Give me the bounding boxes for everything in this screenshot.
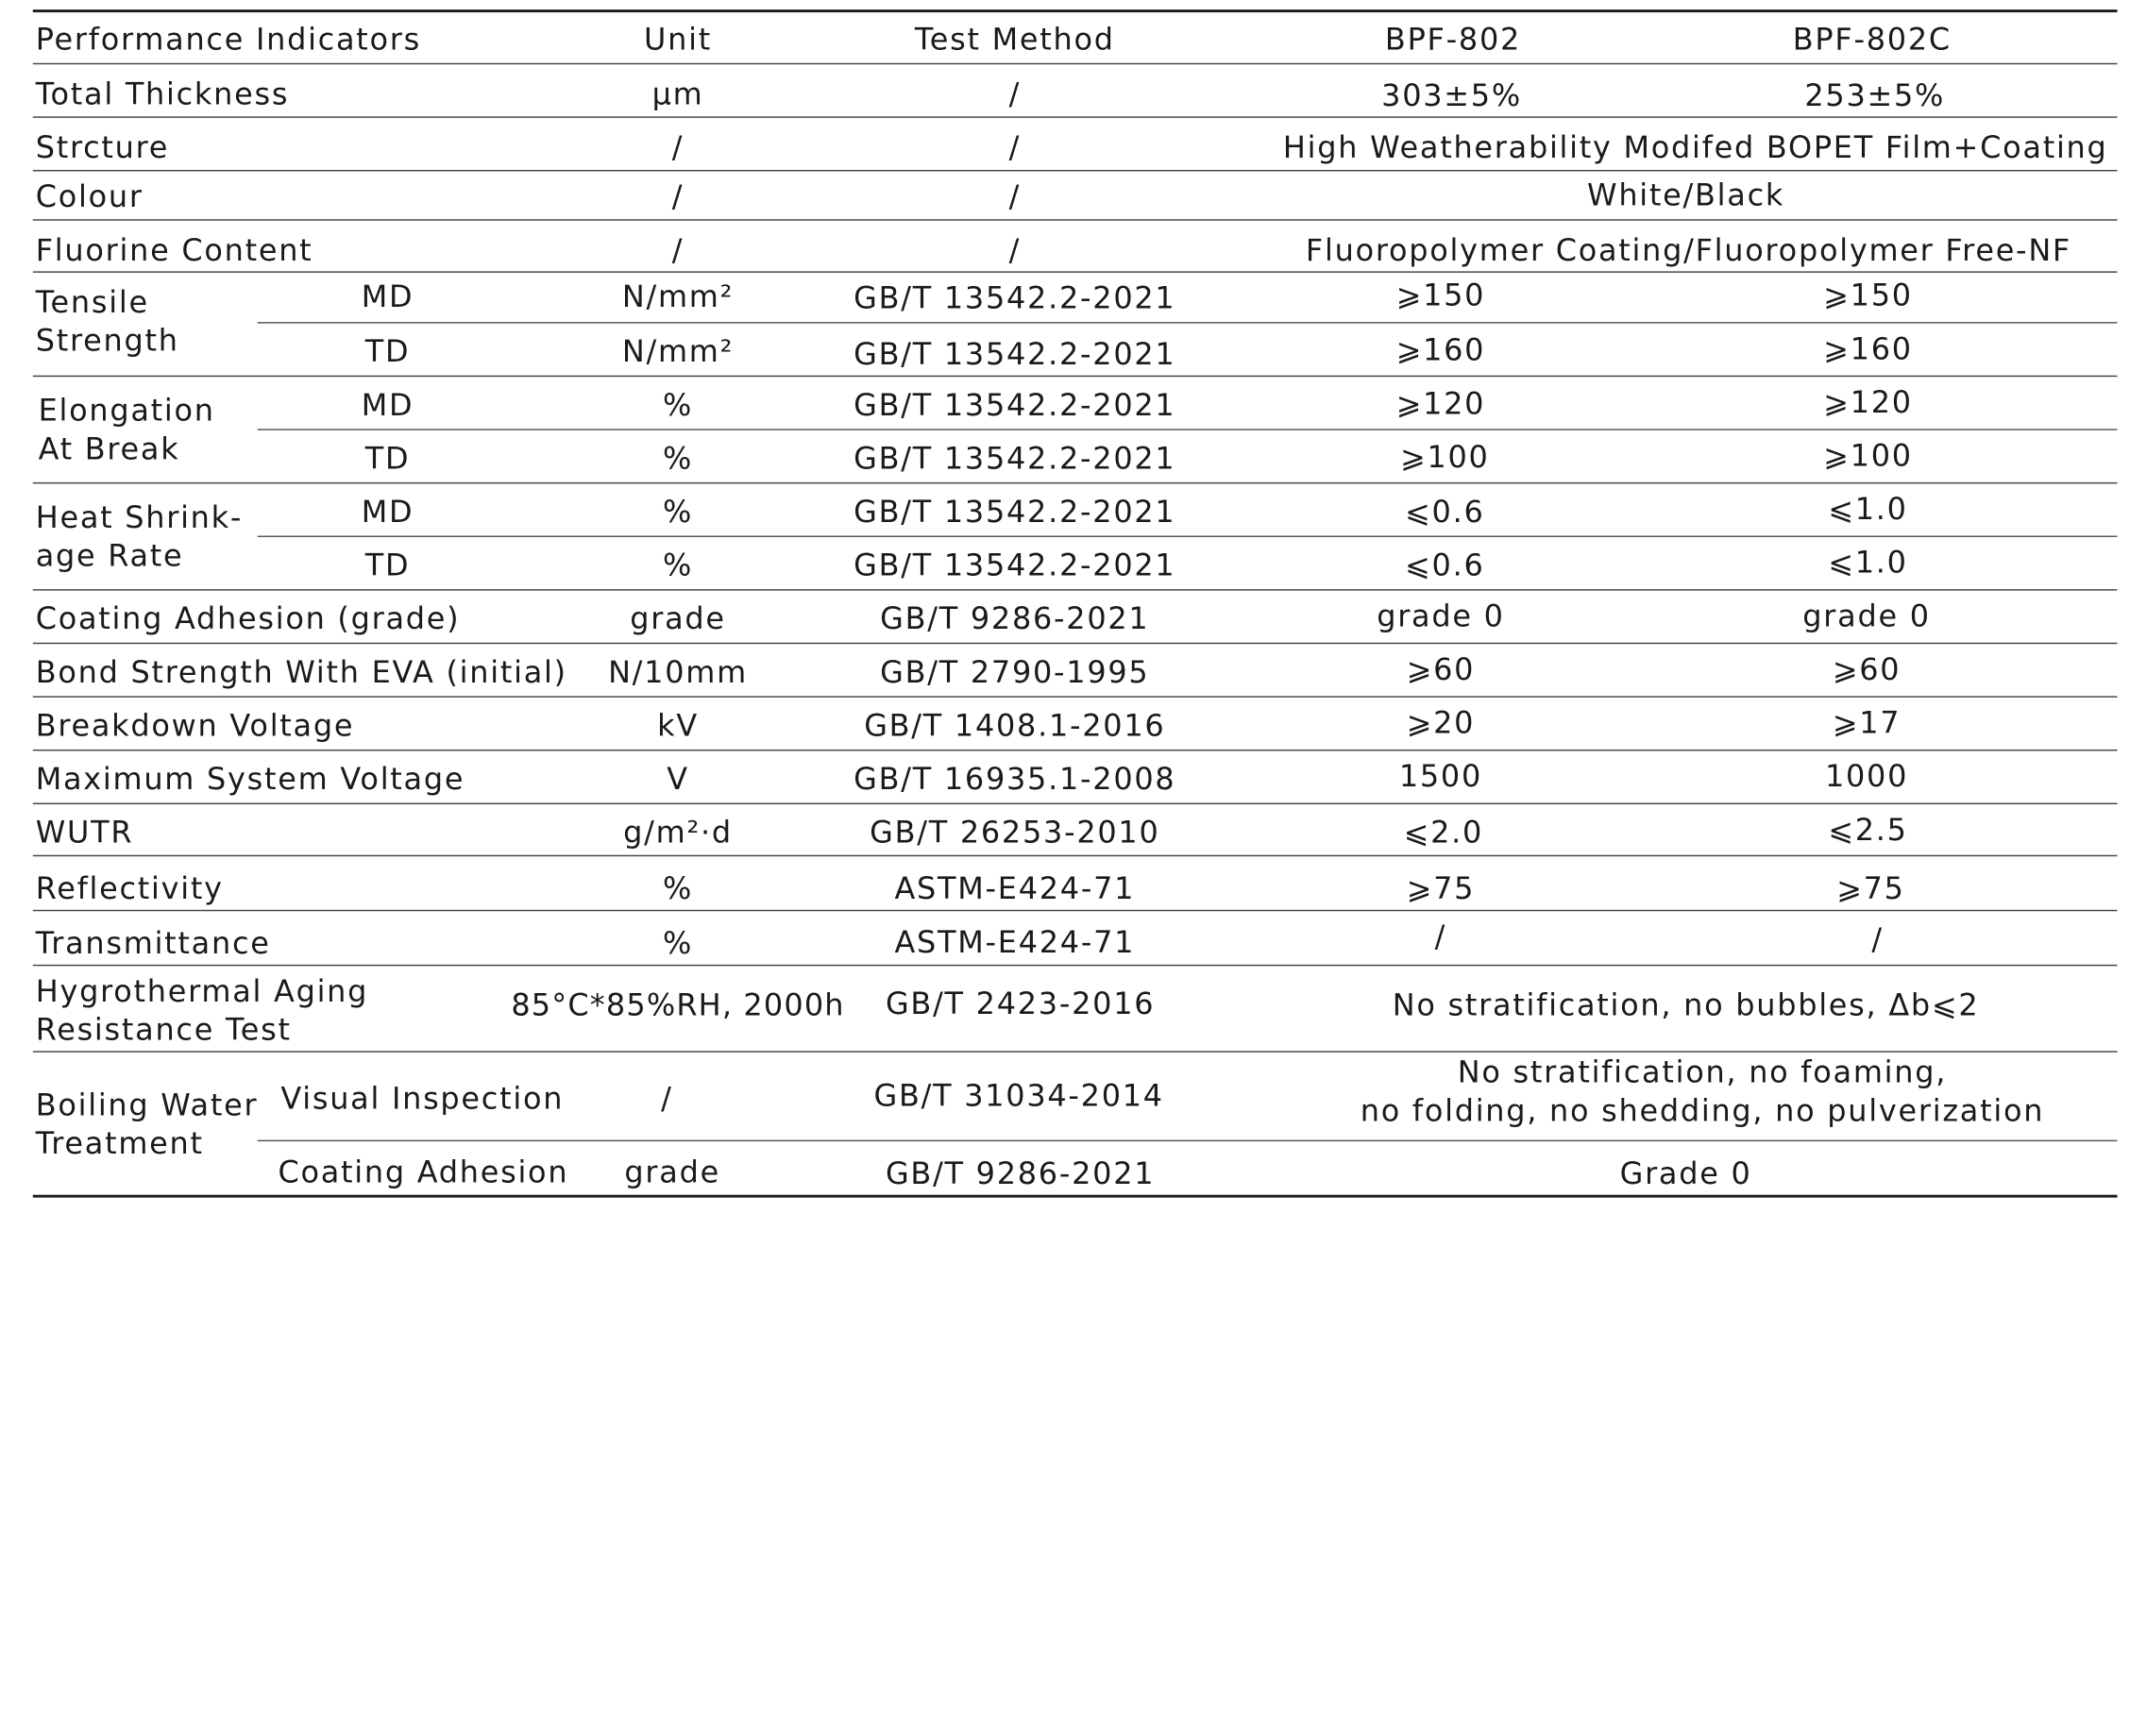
row-rule xyxy=(33,482,2118,483)
row-label-elongation-at-break xyxy=(39,394,215,470)
cell-unit: N/mm² xyxy=(621,335,735,370)
cell-unit: 85°C*85%RH, 2000h xyxy=(511,988,845,1024)
cell-method: GB/T 31034-2014 xyxy=(873,1079,1164,1115)
cell-unit: % xyxy=(662,442,694,478)
label-line: Heat Shrink- xyxy=(35,501,244,536)
row-rule xyxy=(33,589,2118,590)
cell-method: GB/T 13542.2-2021 xyxy=(854,549,1176,584)
cell-bpf-802-value: ⩾20 xyxy=(1406,706,1476,742)
cell-direction-md: MD xyxy=(361,389,414,424)
sub-row-rule xyxy=(258,429,2118,430)
row-rule xyxy=(33,170,2118,171)
row-label-wutr: WUTR xyxy=(35,817,134,851)
row-label-coating-adhesion: Coating Adhesion (grade) xyxy=(35,602,461,637)
cell-direction-td: TD xyxy=(364,335,411,370)
row-rule xyxy=(33,910,2118,911)
sub-label-coating-adhesion: Coating Adhesion xyxy=(278,1156,569,1191)
cell-method: GB/T 2423-2016 xyxy=(885,987,1156,1022)
cell-unit: % xyxy=(662,496,694,531)
cell-bpf-802-value: grade 0 xyxy=(1377,599,1505,635)
cell-merged-value: Fluoropolymer Coating/Fluoropolymer Free-NF xyxy=(1305,234,2072,269)
cell-bpf-802-value: ⩾100 xyxy=(1399,441,1490,476)
sub-label-visual-inspection: Visual Inspection xyxy=(280,1082,565,1117)
header-rule xyxy=(33,63,2118,64)
header-bpf-802: BPF-802 xyxy=(1384,23,1522,58)
cell-unit: % xyxy=(662,927,694,962)
cell-method: GB/T 13542.2-2021 xyxy=(854,282,1176,317)
cell-bpf-802-value: ⩽2.0 xyxy=(1403,817,1484,851)
cell-bpf-802c-value: ⩾100 xyxy=(1823,439,1913,475)
cell-bpf-802c-value: ⩾120 xyxy=(1823,386,1913,421)
header-bpf-802c: BPF-802C xyxy=(1792,23,1952,58)
cell-unit: μm xyxy=(651,77,704,113)
label-line: age Rate xyxy=(35,539,184,575)
cell-direction-td: TD xyxy=(364,442,411,478)
row-label-hygrothermal-aging xyxy=(36,974,368,1051)
cell-method: GB/T 16935.1-2008 xyxy=(854,763,1176,798)
label-line: At Break xyxy=(38,432,180,467)
row-label-fluorine-content: Fluorine Content xyxy=(35,234,313,269)
label-line: Elongation xyxy=(38,395,215,430)
sub-row-rule xyxy=(258,1140,2118,1141)
cell-unit: N/mm² xyxy=(621,280,735,315)
cell-unit: / xyxy=(671,131,685,166)
cell-merged-value: White/Black xyxy=(1587,179,1785,214)
cell-unit: % xyxy=(662,872,694,907)
row-rule xyxy=(33,116,2118,117)
cell-bpf-802c-value: ⩽1.0 xyxy=(1828,547,1908,581)
cell-method: / xyxy=(1008,180,1022,215)
label-line: Tensile xyxy=(35,286,149,321)
row-label-bond-strength: Bond Strength With EVA (initial) xyxy=(35,656,567,691)
row-label-tensile-strength xyxy=(36,285,179,362)
cell-merged-value: No stratification, no bubbles, Δb⩽2 xyxy=(1392,988,1980,1024)
row-label-boiling-water-treatment xyxy=(36,1087,259,1164)
cell-bpf-802c-value: ⩾75 xyxy=(1836,872,1905,907)
cell-method: / xyxy=(1008,77,1022,113)
cell-bpf-802c-value: 253±5% xyxy=(1804,79,1946,114)
header-test-method: Test Method xyxy=(914,23,1115,58)
cell-bpf-802-value: 1500 xyxy=(1398,760,1483,795)
cell-bpf-802c-value: ⩾17 xyxy=(1832,706,1902,742)
row-label-total-thickness: Total Thickness xyxy=(35,77,290,113)
cell-bpf-802c-value: / xyxy=(1871,923,1884,958)
row-label-transmittance: Transmittance xyxy=(35,927,271,962)
row-label-heat-shrinkage-rate xyxy=(36,500,243,577)
cell-unit: grade xyxy=(630,602,726,637)
row-label-reflectivity: Reflectivity xyxy=(35,872,224,907)
cell-direction-md: MD xyxy=(361,496,414,531)
cell-direction-md: MD xyxy=(361,280,414,315)
table-bottom-rule xyxy=(33,1195,2118,1198)
cell-direction-td: TD xyxy=(364,549,411,584)
row-rule xyxy=(33,855,2118,856)
label-line: Hygrothermal Aging xyxy=(35,975,369,1010)
cell-bpf-802-value: ⩾150 xyxy=(1395,279,1486,314)
header-unit: Unit xyxy=(644,23,712,58)
sub-row-rule xyxy=(258,322,2118,323)
row-rule xyxy=(33,1051,2118,1052)
label-line: Treatment xyxy=(35,1127,204,1162)
cell-bpf-802c-value: ⩾160 xyxy=(1823,332,1913,368)
row-label-max-system-voltage: Maximum System Voltage xyxy=(35,763,465,798)
cell-bpf-802-value: / xyxy=(1434,920,1447,955)
cell-unit: / xyxy=(671,234,685,269)
cell-method: GB/T 13542.2-2021 xyxy=(854,338,1176,373)
row-rule xyxy=(33,803,2118,804)
cell-merged-value: High Weatherability Modifed BOPET Film+Coating xyxy=(1282,131,2108,166)
cell-unit: N/10mm xyxy=(608,656,748,691)
cell-method: GB/T 13542.2-2021 xyxy=(854,496,1176,531)
row-rule xyxy=(33,965,2118,966)
row-rule xyxy=(33,643,2118,644)
cell-merged-value: Grade 0 xyxy=(1619,1157,1752,1192)
row-label-breakdown-voltage: Breakdown Voltage xyxy=(35,709,355,745)
sub-row-rule xyxy=(258,536,2118,537)
cell-bpf-802c-value: ⩽2.5 xyxy=(1828,814,1908,849)
label-line: Boiling Water xyxy=(35,1088,259,1124)
cell-bpf-802c-value: grade 0 xyxy=(1802,599,1931,635)
cell-bpf-802-value: 303±5% xyxy=(1381,79,1522,114)
cell-method: GB/T 2790-1995 xyxy=(880,656,1150,691)
cell-method: / xyxy=(1008,131,1022,166)
cell-method: GB/T 1408.1-2016 xyxy=(864,709,1166,745)
cell-unit: V xyxy=(667,763,689,798)
cell-bpf-802-value: ⩽0.6 xyxy=(1405,496,1485,531)
cell-method: GB/T 9286-2021 xyxy=(880,602,1150,637)
row-label-colour: Colour xyxy=(35,180,144,215)
cell-merged-value xyxy=(1361,1055,2044,1132)
cell-unit: % xyxy=(662,549,694,584)
cell-bpf-802c-value: ⩾60 xyxy=(1832,653,1902,688)
table-top-rule xyxy=(33,9,2118,12)
label-line: Strength xyxy=(35,325,179,360)
cell-method: GB/T 13542.2-2021 xyxy=(854,442,1176,478)
row-rule xyxy=(33,696,2118,697)
cell-method: ASTM-E424-71 xyxy=(894,926,1136,961)
cell-method: / xyxy=(1008,234,1022,269)
cell-method: GB/T 9286-2021 xyxy=(885,1157,1156,1192)
row-rule xyxy=(33,271,2118,272)
row-label-structure: Strcture xyxy=(35,131,170,166)
cell-bpf-802-value: ⩽0.6 xyxy=(1405,549,1485,584)
cell-bpf-802c-value: 1000 xyxy=(1824,760,1909,795)
cell-unit: / xyxy=(661,1082,673,1117)
cell-bpf-802c-value: ⩾150 xyxy=(1823,279,1913,314)
cell-bpf-802-value: ⩾120 xyxy=(1395,387,1486,423)
cell-bpf-802-value: ⩾160 xyxy=(1395,334,1486,369)
label-line: Resistance Test xyxy=(35,1014,292,1049)
cell-unit: kV xyxy=(657,709,699,745)
cell-unit: g/m²·d xyxy=(623,817,733,851)
cell-bpf-802c-value: ⩽1.0 xyxy=(1828,493,1908,528)
cell-method: GB/T 13542.2-2021 xyxy=(854,389,1176,424)
row-rule xyxy=(33,219,2118,220)
cell-bpf-802-value: ⩾75 xyxy=(1406,872,1476,907)
row-rule xyxy=(33,376,2118,377)
cell-unit: % xyxy=(662,389,694,424)
cell-method: ASTM-E424-71 xyxy=(894,872,1136,907)
value-line: No stratification, no foaming, xyxy=(1457,1056,1948,1091)
value-line: no folding, no shedding, no pulverization xyxy=(1360,1094,2045,1130)
cell-unit: grade xyxy=(624,1156,720,1191)
cell-method: GB/T 26253-2010 xyxy=(870,817,1160,851)
cell-unit: / xyxy=(671,180,685,215)
header-performance-indicators: Performance Indicators xyxy=(35,23,422,58)
cell-bpf-802-value: ⩾60 xyxy=(1406,653,1476,688)
